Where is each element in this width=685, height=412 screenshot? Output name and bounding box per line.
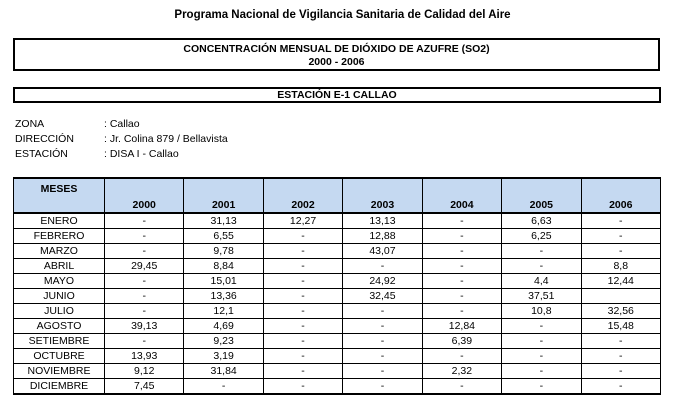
value-cell: -	[343, 349, 422, 364]
value-cell: 4,4	[502, 274, 581, 289]
value-cell: 31,84	[184, 364, 263, 379]
value-cell: -	[105, 334, 184, 349]
value-cell: -	[581, 349, 660, 364]
table-row	[14, 213, 661, 229]
program-title: Programa Nacional de Vigilancia Sanitaria de Calidad del Aire	[174, 9, 511, 21]
header-year-2001: 2001	[184, 178, 263, 213]
table-row	[14, 349, 661, 364]
month-cell: MAYO	[14, 274, 105, 289]
value-cell: 6,55	[184, 229, 263, 244]
month-cell: JUNIO	[14, 289, 105, 304]
value-cell: -	[581, 229, 660, 244]
value-cell: -	[343, 259, 422, 274]
value-cell: -	[581, 213, 660, 229]
header-year-2004: 2004	[422, 178, 501, 213]
value-cell: -	[105, 244, 184, 259]
value-cell: -	[184, 379, 263, 395]
month-cell: DICIEMBRE	[14, 379, 105, 395]
table-header-row	[14, 178, 661, 213]
value-cell: -	[343, 319, 422, 334]
month-cell: NOVIEMBRE	[14, 364, 105, 379]
value-cell: -	[263, 259, 342, 274]
info-row-estacion	[15, 147, 228, 162]
value-cell: -	[343, 334, 422, 349]
value-cell: 6,39	[422, 334, 501, 349]
value-cell: -	[422, 244, 501, 259]
value-cell: -	[263, 349, 342, 364]
value-cell: -	[422, 259, 501, 274]
value-cell: -	[105, 289, 184, 304]
info-row-direccion	[15, 132, 228, 147]
station-header: ESTACIÓN E-1 CALLAO	[13, 87, 661, 103]
value-cell: 9,78	[184, 244, 263, 259]
zona-value: : Callao	[104, 118, 140, 130]
month-cell: FEBRERO	[14, 229, 105, 244]
value-cell: 9,12	[105, 364, 184, 379]
value-cell: 6,25	[502, 229, 581, 244]
value-cell: -	[581, 334, 660, 349]
report-title: CONCENTRACIÓN MENSUAL DE DIÓXIDO DE AZUFRE (SO2)	[183, 43, 490, 55]
header-meses: MESES	[14, 178, 105, 213]
value-cell: -	[502, 259, 581, 274]
info-row-zona	[15, 117, 228, 132]
value-cell: 39,13	[105, 319, 184, 334]
value-cell: 31,13	[184, 213, 263, 229]
month-cell: ENERO	[14, 213, 105, 229]
table-row	[14, 319, 661, 334]
table-row	[14, 259, 661, 274]
value-cell: 13,93	[105, 349, 184, 364]
estacion-value: : DISA I - Callao	[104, 148, 179, 160]
header-year-2006: 2006	[581, 178, 660, 213]
value-cell: -	[105, 229, 184, 244]
value-cell: 12,88	[343, 229, 422, 244]
value-cell: 2,32	[422, 364, 501, 379]
value-cell: -	[581, 379, 660, 395]
value-cell: 29,45	[105, 259, 184, 274]
value-cell: -	[343, 364, 422, 379]
month-cell: MARZO	[14, 244, 105, 259]
value-cell: -	[105, 274, 184, 289]
value-cell: -	[263, 229, 342, 244]
value-cell: -	[422, 229, 501, 244]
station-info	[15, 117, 228, 162]
value-cell: 13,36	[184, 289, 263, 304]
value-cell: 6,63	[502, 213, 581, 229]
table-row	[14, 379, 661, 395]
header-year-2005: 2005	[502, 178, 581, 213]
table-row	[14, 334, 661, 349]
value-cell: -	[422, 213, 501, 229]
value-cell: -	[581, 364, 660, 379]
estacion-label: ESTACIÓN	[15, 148, 68, 160]
value-cell: 7,45	[105, 379, 184, 395]
value-cell: 37,51	[502, 289, 581, 304]
header-year-2000: 2000	[105, 178, 184, 213]
value-cell: -	[422, 304, 501, 319]
value-cell: 12,27	[263, 213, 342, 229]
value-cell: -	[502, 334, 581, 349]
table-row	[14, 364, 661, 379]
value-cell: -	[343, 304, 422, 319]
month-cell: ABRIL	[14, 259, 105, 274]
value-cell: -	[263, 379, 342, 395]
value-cell: 15,48	[581, 319, 660, 334]
value-cell: -	[263, 274, 342, 289]
value-cell: 8,8	[581, 259, 660, 274]
table-body	[14, 213, 661, 394]
value-cell: -	[422, 349, 501, 364]
value-cell: -	[343, 379, 422, 395]
value-cell: -	[263, 244, 342, 259]
value-cell: -	[263, 364, 342, 379]
direccion-label: DIRECCIÓN	[15, 133, 74, 145]
month-cell: OCTUBRE	[14, 349, 105, 364]
value-cell: -	[502, 349, 581, 364]
table-row	[14, 274, 661, 289]
value-cell: 12,44	[581, 274, 660, 289]
so2-table	[13, 177, 661, 395]
value-cell: 15,01	[184, 274, 263, 289]
header-year-2002: 2002	[263, 178, 342, 213]
value-cell: 12,1	[184, 304, 263, 319]
value-cell: -	[502, 244, 581, 259]
value-cell: 8,84	[184, 259, 263, 274]
value-cell	[581, 289, 660, 304]
report-period: 2000 - 2006	[308, 56, 365, 68]
table-row	[14, 244, 661, 259]
header-year-2003: 2003	[343, 178, 422, 213]
zona-label: ZONA	[15, 118, 45, 130]
report-title-box	[13, 38, 660, 71]
value-cell: 32,45	[343, 289, 422, 304]
value-cell: -	[422, 379, 501, 395]
value-cell: -	[502, 379, 581, 395]
value-cell: 43,07	[343, 244, 422, 259]
month-cell: SETIEMBRE	[14, 334, 105, 349]
table-row	[14, 229, 661, 244]
value-cell: -	[502, 364, 581, 379]
value-cell: 10,8	[502, 304, 581, 319]
value-cell: -	[263, 289, 342, 304]
value-cell: 9,23	[184, 334, 263, 349]
value-cell: 24,92	[343, 274, 422, 289]
value-cell: 32,56	[581, 304, 660, 319]
value-cell: 13,13	[343, 213, 422, 229]
table-row	[14, 289, 661, 304]
value-cell: -	[105, 213, 184, 229]
value-cell: 12,84	[422, 319, 501, 334]
month-cell: JULIO	[14, 304, 105, 319]
value-cell: -	[263, 304, 342, 319]
table-row	[14, 304, 661, 319]
value-cell: -	[105, 304, 184, 319]
value-cell: -	[263, 334, 342, 349]
direccion-value: : Jr. Colina 879 / Bellavista	[104, 133, 228, 145]
value-cell: 3,19	[184, 349, 263, 364]
value-cell: -	[422, 289, 501, 304]
value-cell: -	[502, 319, 581, 334]
month-cell: AGOSTO	[14, 319, 105, 334]
value-cell: 4,69	[184, 319, 263, 334]
value-cell: -	[263, 319, 342, 334]
value-cell: -	[581, 244, 660, 259]
value-cell: -	[422, 274, 501, 289]
